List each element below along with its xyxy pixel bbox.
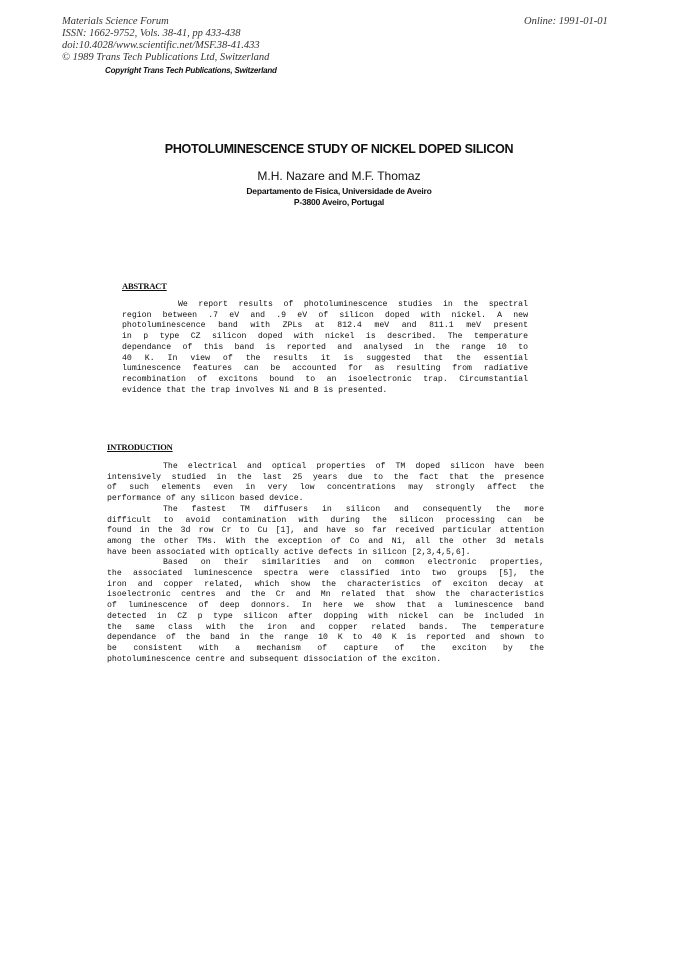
intro-line: of luminescence of deep donnors. In here we show that a luminescence band [107,601,544,611]
intro-line: dependance of the band in the range 10 K to 40 K is reported and shown to [107,633,544,643]
journal-header [62,16,269,64]
doi-line[interactable]: doi:10.4028/www.scientific.net/MSF.38-41.433 [62,40,260,51]
intro-line: isoelectronic centres and the Cr and Mn related that show the characteristics [107,590,544,600]
intro-line: The electrical and optical properties of TM doped silicon have been [163,462,544,471]
abstract-line: dependance of this band is reported and analysed in the range 10 to [122,342,528,352]
affiliation-address: P-3800 Aveiro, Portugal [293,197,385,207]
abstract-line: region between .7 eV and .9 eV of silicon doped with nickel. A new [122,310,528,320]
issn-line: ISSN: 1662-9752, Vols. 38-41, pp 433-438 [62,28,241,39]
intro-line: the associated luminescence spectra were classified into two groups [5], the [107,569,544,578]
intro-line: the same class with the iron and copper related bands. The temperature [107,622,544,632]
abstract-line: in p type CZ silicon doped with nickel is described. The temperature [122,332,528,342]
online-date: Online: 1991-01-01 [524,16,608,27]
abstract-line: luminescence features can be accounted for as resulting from radiative [122,364,528,374]
abstract-line: photoluminescence band with ZPLs at 812.4 meV and 811.1 meV present [122,321,528,331]
intro-line: have been associated with optically active defects in silicon [2,3,4,5,6]. [107,547,471,557]
intro-line: performance of any silicon based device. [107,494,304,504]
intro-line: found in the 3d row Cr to Cu [1], and have so far received particular attention [107,526,544,536]
intro-line: intensively studied in the last 25 years due to the fact that the presence [107,472,544,482]
intro-line: Based on their similarities and on common electronic properties, [163,558,544,568]
intro-line: iron and copper related, which show the characteristics of exciton decay at [107,579,544,589]
abstract-heading: ABSTRACT [122,281,167,291]
intro-line: be consistent with a mechanism of capture of the exciton by the [107,643,544,653]
intro-line: of such elements even in very low concentrations may strongly affect the [107,483,544,493]
intro-line: difficult to avoid contamination with during the silicon processing can be [107,515,544,525]
copyright-notice: Copyright Trans Tech Publications, Switzerland [105,66,277,75]
affiliation-department: Departamento de Fisica, Universidade de Aveiro [246,186,432,196]
introduction-heading: INTRODUCTION [107,442,173,452]
intro-line: among the other TMs. With the exception of Co and Ni, all the other 3d metals [107,536,544,546]
intro-line: The fastest TM diffusers in silicon and consequently the more [163,504,544,514]
paper-authors: M.H. Nazare and M.F. Thomaz [257,169,421,183]
publisher-line: © 1989 Trans Tech Publications Ltd, Switzerland [62,52,270,63]
intro-line: photoluminescence centre and subsequent dissociation of the exciton. [107,654,442,664]
abstract-line: We report results of photoluminescence studies in the spectral [178,300,528,309]
abstract-line: 40 K. In view of the results it is suggested that the essential [122,353,528,363]
abstract-line: recombination of excitons bound to an isoelectronic trap. Circumstantial [122,374,528,384]
intro-line: detected in CZ p type silicon after dopping with nickel can be included in [107,611,544,621]
journal-name: Materials Science Forum [62,16,169,27]
paper-title: PHOTOLUMINESCENCE STUDY OF NICKEL DOPED SILICON [164,142,514,156]
abstract-line: evidence that the trap involves Ni and B is presented. [122,385,388,395]
